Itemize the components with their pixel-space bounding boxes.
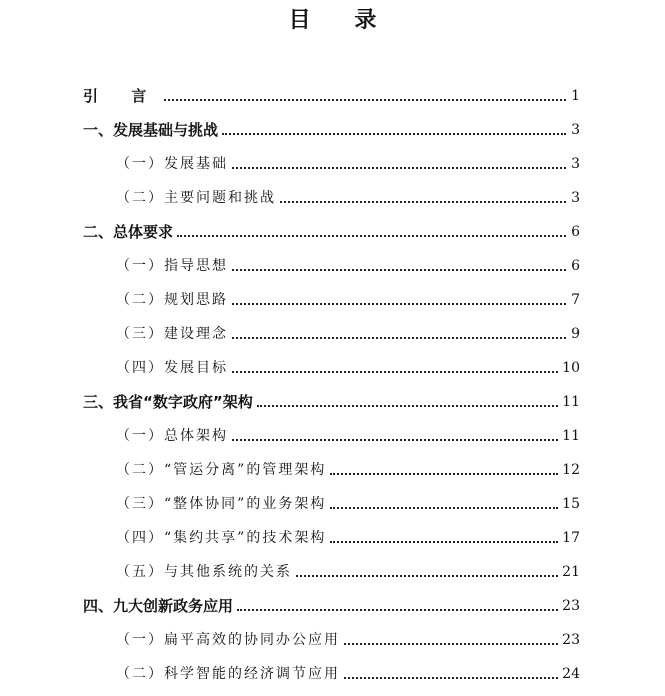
toc-leader-dots — [344, 643, 558, 645]
toc-page-number: 23 — [562, 632, 580, 648]
toc-entry-section-2-1[interactable] — [116, 246, 580, 280]
toc-page-number: 11 — [562, 428, 580, 444]
toc-entry-section-4-2[interactable] — [116, 654, 580, 688]
toc-entry-label: （二）规划思路 — [116, 292, 228, 308]
toc-entry-section-2[interactable] — [83, 212, 580, 246]
toc-leader-dots — [232, 303, 566, 305]
toc-leader-dots — [280, 201, 566, 203]
toc-entry-section-3-4[interactable] — [116, 518, 580, 552]
toc-leader-dots — [296, 575, 558, 577]
toc-entry-section-3-2[interactable] — [116, 450, 580, 484]
toc-entry-label: （四）发展目标 — [116, 360, 228, 376]
toc-entry-label: （二）科学智能的经济调节应用 — [116, 666, 340, 682]
toc-entry-section-1-2[interactable] — [116, 178, 580, 212]
toc-leader-dots — [232, 337, 566, 339]
toc-entry-section-4-1[interactable] — [116, 620, 580, 654]
toc-leader-dots — [177, 235, 566, 237]
toc-page-number: 24 — [562, 666, 580, 682]
toc-page-number: 23 — [562, 598, 580, 614]
toc-leader-dots — [232, 439, 558, 441]
toc-entry-label: 二、总体要求 — [83, 223, 174, 241]
toc-entry-label: 三、我省“数字政府”架构 — [83, 393, 253, 411]
toc-leader-dots — [257, 405, 558, 407]
toc-entry-section-2-4[interactable] — [116, 348, 580, 382]
page-title: 目 录 — [288, 8, 395, 33]
toc-entry-label: （三）建设理念 — [116, 326, 228, 342]
toc-entry-label: （五）与其他系统的关系 — [116, 564, 292, 580]
toc-page-number: 10 — [562, 360, 580, 376]
toc-page-number: 6 — [571, 224, 580, 240]
toc-entry-label: 四、九大创新政务应用 — [83, 597, 234, 615]
toc-page-number: 3 — [571, 190, 580, 206]
toc-page-number: 6 — [571, 258, 580, 274]
toc-entry-label: （一）发展基础 — [116, 156, 228, 172]
toc-leader-dots — [330, 541, 558, 543]
toc-entry-label: 引 言 — [83, 87, 161, 105]
toc-leader-dots — [222, 133, 566, 135]
toc-page-number: 15 — [562, 496, 580, 512]
toc-entry-section-3-1[interactable] — [116, 416, 580, 450]
toc-page-number: 17 — [562, 530, 580, 546]
toc-entry-section-2-2[interactable] — [116, 280, 580, 314]
toc-page-number: 7 — [571, 292, 580, 308]
toc-entry-section-3-5[interactable] — [116, 552, 580, 586]
toc-entry-section-1-1[interactable] — [116, 144, 580, 178]
toc-entry-section-2-3[interactable] — [116, 314, 580, 348]
toc-leader-dots — [237, 609, 558, 611]
toc-entry-label: （一）总体架构 — [116, 428, 228, 444]
toc-entry-label: （二）主要问题和挑战 — [116, 190, 276, 206]
toc-page-number: 9 — [571, 326, 580, 342]
toc-entry-label: （一）扁平高效的协同办公应用 — [116, 632, 340, 648]
toc-entry-section-3-3[interactable] — [116, 484, 580, 518]
toc-page-number: 11 — [562, 394, 580, 410]
toc-entry-label: （一）指导思想 — [116, 258, 228, 274]
toc-entry-label: （二）“管运分离”的管理架构 — [116, 462, 327, 478]
toc-leader-dots — [232, 167, 566, 169]
toc-entry-label: 一、发展基础与挑战 — [83, 121, 219, 139]
toc-entry-intro[interactable] — [83, 76, 580, 110]
toc-page-number: 12 — [562, 462, 580, 478]
toc-entry-label: （四）“集约共享”的技术架构 — [116, 530, 327, 546]
toc-page-number: 3 — [571, 122, 580, 138]
toc-leader-dots — [330, 473, 558, 475]
toc-entry-section-1[interactable] — [83, 110, 580, 144]
toc-entry-label: （三）“整体协同”的业务架构 — [116, 496, 327, 512]
toc-page-number: 21 — [562, 564, 580, 580]
toc-page-number: 1 — [571, 88, 580, 104]
toc-leader-dots — [164, 99, 566, 101]
toc-leader-dots — [232, 269, 566, 271]
toc-leader-dots — [330, 507, 558, 509]
toc-leader-dots — [344, 677, 558, 679]
toc-entry-section-3[interactable] — [83, 382, 580, 416]
toc-leader-dots — [232, 371, 558, 373]
toc-entry-section-4[interactable] — [83, 586, 580, 620]
toc-page-number: 3 — [571, 156, 580, 172]
